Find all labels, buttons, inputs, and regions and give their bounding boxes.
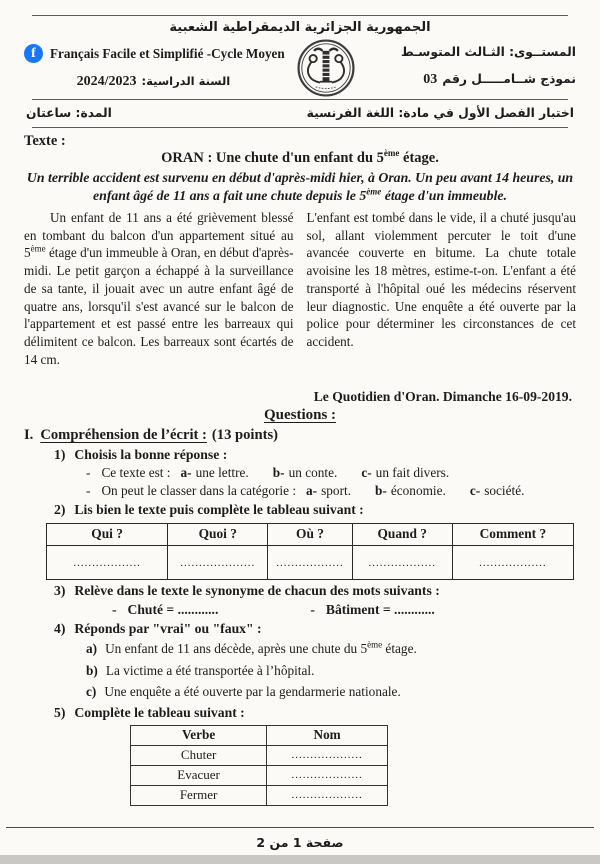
choice-a: a- une lettre. <box>180 465 249 480</box>
school-year-label: السنة الدراسية: <box>141 74 231 88</box>
part1-numeral: I. <box>24 427 34 443</box>
model-number: 03 <box>423 72 438 87</box>
question2-table <box>46 523 574 580</box>
brand-row <box>24 44 283 63</box>
scan-edge <box>0 855 600 864</box>
article-lead: Un terrible accident est survenu en début d'après-midi hier, à Oran. Un peu avant 14 heures, un enfant âgé de 11 ans a fait une chute depuis le 5ème étage d'un immeuble. <box>26 170 574 203</box>
article-body <box>24 209 576 386</box>
col-quoi: Quoi ? <box>168 524 268 546</box>
col-verbe: Verbe <box>131 725 267 745</box>
question2-title: 2) Lis bien le texte puis complète le tableau suivant : <box>54 502 364 517</box>
article-title: ORAN : Une chute d'un enfant du 5ème étage. <box>161 148 439 166</box>
table-row <box>131 765 388 785</box>
answer-cell: .................. <box>47 546 168 580</box>
verbe-cell: Fermer <box>131 785 267 805</box>
nom-cell: ................... <box>267 745 388 765</box>
article-column-right: L'enfant est tombé dans le vide, il a chuté jusqu'au sol, allant violemment percuter le toit d'une avancée couverte en bitume. La chute totale avoisine les 18 mètres, estime-t-on. L'enfant a été transporté à l'hôpital oué les médecins réservent leur diagnostic. Une enquête a été ouverte par la police pour déterminer les circonstances de cet accident. <box>306 210 576 349</box>
school-year-value: 2024/2023 <box>76 74 137 89</box>
question4-title: 4) Réponds par "vrai" ou "faux" : <box>54 621 262 636</box>
question1-line1: - Ce texte est : a- une lettre. b- un conte. c- un fait divers. <box>86 465 450 480</box>
synonym-item-2: - Bâtiment = ............ <box>310 602 435 617</box>
choice-c: c- société. <box>469 483 525 498</box>
choice-b: b- un conte. <box>272 465 338 480</box>
exam-info-row <box>24 100 576 127</box>
col-nom: Nom <box>267 725 388 745</box>
exam-header <box>24 37 576 99</box>
footer-divider <box>6 827 594 828</box>
question1-title: 1) Choisis la bonne réponse : <box>54 447 228 462</box>
part1-points: (13 points) <box>211 427 279 443</box>
facebook-icon: f <box>24 44 43 63</box>
col-quand: Quand ? <box>352 524 452 546</box>
model-label: نموذج شــامـــــل رقم <box>442 72 576 86</box>
school-year <box>24 74 283 90</box>
republic-title: الجمهورية الجزائرية الديمقراطية الشعبية <box>169 20 431 35</box>
question3-title: 3) Relève dans le texte le synonyme de chacun des mots suivants : <box>54 583 440 598</box>
part1-heading <box>24 427 576 444</box>
answer-cell: .................. <box>452 546 573 580</box>
question4-item-b: b) La victime a été transportée à l’hôpital. <box>86 662 315 678</box>
choice-b: b- économie. <box>375 483 446 498</box>
nom-cell: ................... <box>267 765 388 785</box>
verbe-cell: Evacuer <box>131 765 267 785</box>
table-header-row <box>47 524 574 546</box>
dash: - <box>112 602 117 617</box>
question5-table <box>130 725 388 806</box>
level-line: المستــوى: الثـالث المتوسـط <box>400 45 576 59</box>
question5-title: 5) Complète le tableau suivant : <box>54 704 245 720</box>
answer-cell: .................. <box>268 546 352 580</box>
question1-line2: - On peut le classer dans la catégorie : a- sport. b- économie. c- société. <box>86 483 525 498</box>
exam-duration: المدة: ساعتان <box>26 106 112 120</box>
answer-cell: .................. <box>352 546 452 580</box>
part1-title: Compréhension de l’écrit : <box>40 427 207 443</box>
synonym-item-1: - Chuté = ............ <box>112 602 219 617</box>
question4-item-a: a) Un enfant de 11 ans décède, après une chute du 5ème étage. <box>86 639 417 656</box>
dash: - <box>86 483 91 498</box>
header-right-block <box>369 37 576 99</box>
header-logo-block <box>283 37 369 99</box>
dash: - <box>310 602 315 617</box>
nom-cell: ................... <box>267 785 388 805</box>
text-section-label: Texte : <box>24 133 66 149</box>
article-column-left: Un enfant de 11 ans a été grièvement blessé en tombant du balcon d'un appartement situé au 5ème étage d'un immeuble à Oran, en début d'après-midi. Le petit garçon a échappé à la surveillance de sa tante, il jouait avec un autre enfant âgé de quatre ans, lorsqu'il s'est avancé sur le balcon de l'appartement et est passé entre les barreaux qui délimitent ce balcon. Les barreaux sont écartés de 14 cm. <box>24 210 294 367</box>
brand-name: Français Facile et Simplifié -Cycle Moyen <box>50 45 285 61</box>
verbe-cell: Chuter <box>131 745 267 765</box>
header-left-block <box>24 37 283 99</box>
school-logo <box>296 38 356 98</box>
article-source: Le Quotidien d'Oran. Dimanche 16-09-2019. <box>313 389 572 404</box>
choice-a: a- sport. <box>306 483 352 498</box>
table-row <box>131 745 388 765</box>
col-comment: Comment ? <box>452 524 573 546</box>
choice-c: c- un fait divers. <box>361 465 450 480</box>
question3-items <box>112 602 576 618</box>
col-ou: Où ? <box>268 524 352 546</box>
answer-cell: .................... <box>168 546 268 580</box>
exam-title: اختبار الفصل الأول في مادة: اللغة الفرنسية <box>306 106 574 120</box>
table-row <box>131 785 388 805</box>
dash: - <box>86 465 91 480</box>
model-line <box>369 72 576 88</box>
col-qui: Qui ? <box>47 524 168 546</box>
exam-info-divider <box>32 127 568 128</box>
question4-item-c: c) Une enquête a été ouverte par la gendarmerie nationale. <box>86 684 401 700</box>
page-number: صفحة 1 من 2 <box>256 835 344 850</box>
questions-heading: Questions : <box>263 407 337 423</box>
table-answer-row <box>47 546 574 580</box>
table-header-row <box>131 725 388 745</box>
